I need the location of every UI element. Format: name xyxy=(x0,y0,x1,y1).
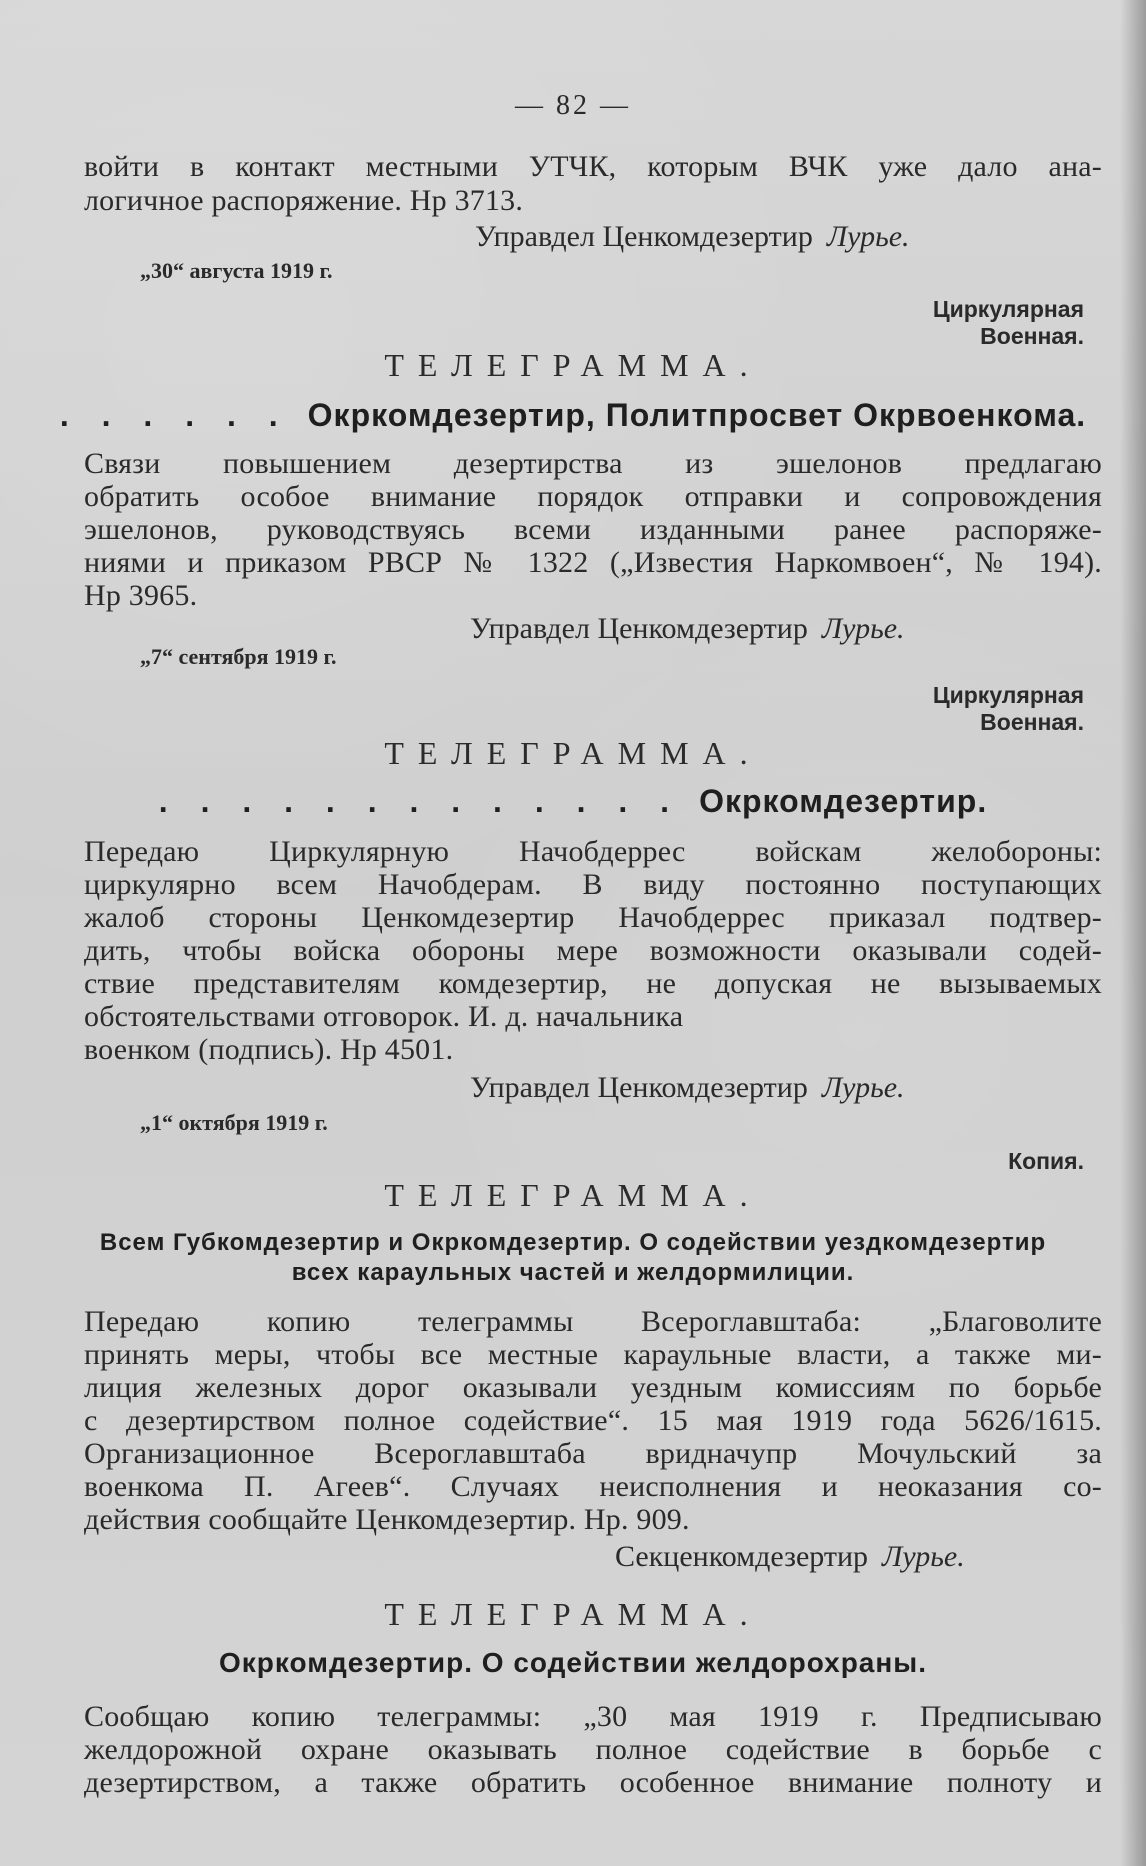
heading-dots: . . . . . . . . . . . . . xyxy=(158,783,682,819)
telegram-title: ТЕЛЕГРАММА. xyxy=(384,1596,762,1632)
body-text-line: эшелонов, руководствуясь всеми изданными ранее распоряже- xyxy=(84,513,1102,546)
signature-role: Управдел Ценкомдезертир xyxy=(470,612,808,645)
body-text-line: ниями и приказом РВСР № 1322 („Известия Наркомвоен“, № 194). xyxy=(84,546,1102,579)
body-text-line: логичное распоряжение. Нр 3713. xyxy=(84,184,524,217)
body-text-line: войти в контакт местными УТЧК, которым ВЧК уже дало ана- xyxy=(84,150,1102,183)
telegram-title: ТЕЛЕГРАММА. xyxy=(384,735,762,771)
body-text-line: с дезертирством полное содействие“. 15 мая 1919 года 5626/1615. xyxy=(84,1404,1102,1437)
body-text-line: Организационное Всероглавштаба вридначупр Мочульский за xyxy=(84,1437,1102,1470)
signature xyxy=(615,1540,965,1573)
signature-name: Лурье. xyxy=(826,220,910,253)
telegram-mark xyxy=(933,682,1084,736)
telegram-heading: Всем Губкомдезертир и Окркомдезертир. О содействии уездкомдезертир xyxy=(99,1229,1047,1256)
body-text-line: желдорожной охране оказывать полное содействие в борьбе с xyxy=(84,1733,1102,1766)
heading-dots: . . . . . . xyxy=(59,397,290,433)
telegram-title: ТЕЛЕГРАММА. xyxy=(384,1177,762,1213)
mark-military: Военная. xyxy=(980,709,1084,735)
signature xyxy=(470,612,905,645)
signature xyxy=(470,1071,905,1104)
body-text-line: дить, чтобы войска обороны мере возможности оказывали содей- xyxy=(84,934,1102,967)
body-text-line: циркулярно всем Начобдерам. В виду постоянно поступающих xyxy=(84,868,1102,901)
body-text-line: Связи повышением дезертирства из эшелонов предлагаю xyxy=(84,447,1102,480)
body-text-line: Сообщаю копию телеграммы: „30 мая 1919 г. Предписываю xyxy=(84,1700,1102,1733)
telegram-heading xyxy=(0,397,1146,434)
mark-military: Военная. xyxy=(980,323,1084,349)
body-text-line: Передаю Циркулярную Начобдеррес войскам желобороны: xyxy=(84,835,1102,868)
body-text-line: жалоб стороны Ценкомдезертир Начобдеррес приказал подтвер- xyxy=(84,901,1102,934)
telegram-title: ТЕЛЕГРАММА. xyxy=(384,347,762,383)
body-text-line: обстоятельствами отговорок. И. д. начальника xyxy=(84,1000,684,1033)
body-text-line: принять меры, чтобы все местные караульные власти, а также ми- xyxy=(84,1338,1102,1371)
mark-circular: Циркулярная xyxy=(932,296,1084,322)
document-date: „1“ октября 1919 г. xyxy=(140,1110,328,1135)
telegram-mark xyxy=(933,296,1084,350)
body-text-line: ствие представителям комдезертир, не допуская не вызываемых xyxy=(84,967,1102,1000)
body-text-line: дезертирством, а также обратить особенное внимание полноту и xyxy=(84,1766,1102,1799)
telegram-heading xyxy=(0,783,1146,820)
body-text-line: военком (подпись). Нр 4501. xyxy=(84,1033,454,1066)
signature-role: Управдел Ценкомдезертир xyxy=(470,1071,808,1104)
heading-text: Окркомдезертир. xyxy=(699,783,988,819)
signature xyxy=(475,220,910,253)
document-date: „7“ сентября 1919 г. xyxy=(140,644,337,669)
body-text-line: Передаю копию телеграммы Всероглавштаба: „Благоволите xyxy=(84,1305,1102,1338)
body-text-line: лиция железных дорог оказывали уездным комиссиям по борьбе xyxy=(84,1371,1102,1404)
signature-role: Секценкомдезертир xyxy=(615,1540,869,1573)
telegram-heading: всех караульных частей и желдормилиции. xyxy=(291,1259,855,1286)
telegram-mark: Копия. xyxy=(1008,1148,1084,1174)
signature-role: Управдел Ценкомдезертир xyxy=(475,220,813,253)
signature-name: Лурье. xyxy=(882,1540,965,1573)
body-text-line: Нр 3965. xyxy=(84,579,198,612)
body-text-line: действия сообщайте Ценкомдезертир. Нр. 909. xyxy=(84,1503,690,1536)
mark-circular: Циркулярная xyxy=(932,682,1084,708)
signature-name: Лурье. xyxy=(821,612,905,645)
signature-name: Лурье. xyxy=(821,1071,905,1104)
document-date: „30“ августа 1919 г. xyxy=(140,258,333,283)
heading-text: Окркомдезертир, Политпросвет Окрвоенкома. xyxy=(307,397,1087,433)
body-text-line: обратить особое внимание порядок отправки и сопровождения xyxy=(84,480,1102,513)
telegram-heading: Окркомдезертир. О содействии желдорохраны. xyxy=(219,1647,927,1678)
body-text-line: военкома П. Агеев“. Случаях неисполнения и неоказания со- xyxy=(84,1470,1102,1503)
page-number: — 82 — xyxy=(515,90,631,121)
